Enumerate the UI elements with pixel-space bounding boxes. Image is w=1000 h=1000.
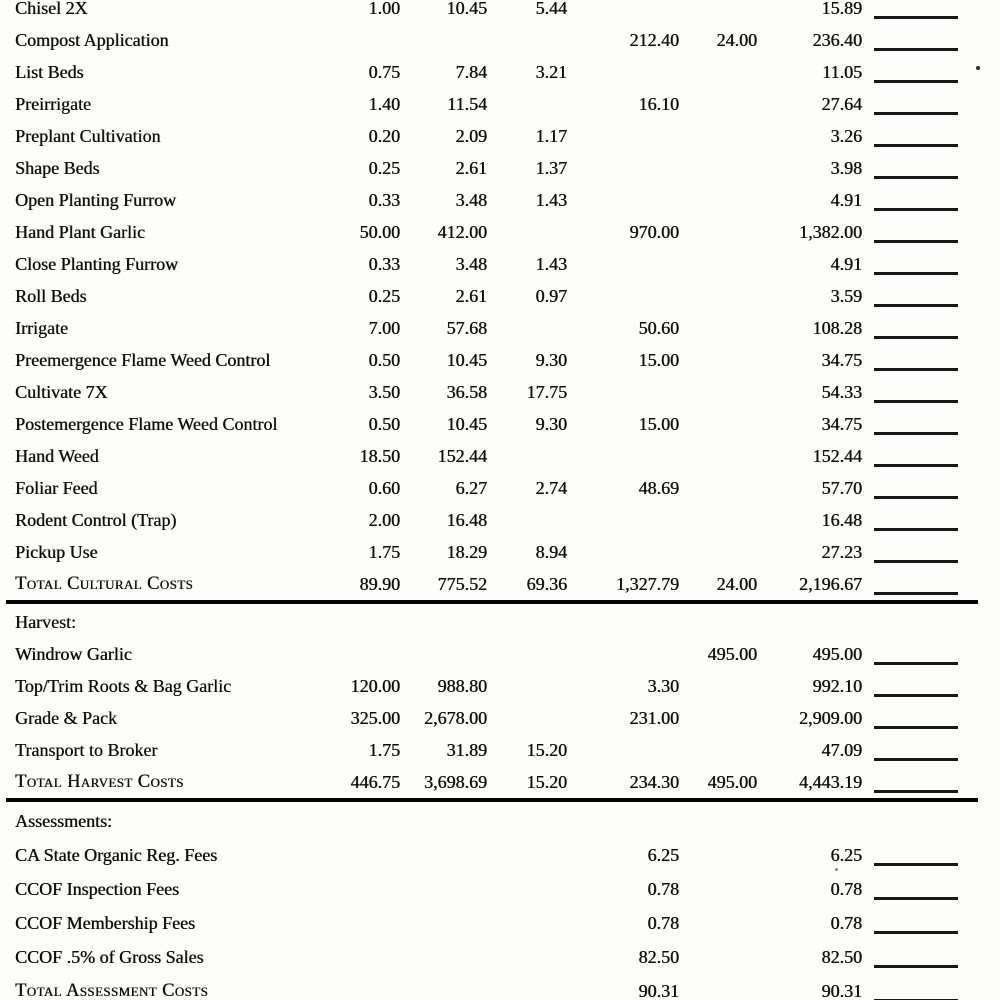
fill-in-blank-line <box>874 272 958 275</box>
your-cost-cell <box>862 263 958 266</box>
table-row <box>0 838 1000 872</box>
operation-label: Postemergence Flame Weed Control <box>15 413 278 434</box>
table-row <box>0 280 1000 312</box>
col5-value: 495.00 <box>707 771 757 792</box>
table-row <box>0 408 1000 440</box>
fill-in-blank-line <box>874 965 958 968</box>
col6-value: 0.78 <box>830 912 862 933</box>
col2-value: 412.00 <box>437 221 487 242</box>
fill-in-blank-line <box>874 176 958 179</box>
col6-value: 34.75 <box>821 413 862 434</box>
col3-value: 9.30 <box>535 413 567 434</box>
col1-value: 0.50 <box>368 349 400 370</box>
operation-label: Preemergence Flame Weed Control <box>15 349 271 370</box>
fill-in-blank-line <box>874 694 958 697</box>
col2-value: 31.89 <box>446 739 487 760</box>
your-cost-cell <box>862 551 958 554</box>
col1-value: 0.50 <box>368 413 400 434</box>
operation-label: Open Planting Furrow <box>15 189 176 210</box>
table-row <box>0 440 1000 472</box>
col5-value: 24.00 <box>716 29 757 50</box>
fill-in-blank-line <box>874 208 958 211</box>
your-cost-cell <box>862 295 958 298</box>
table-row <box>0 152 1000 184</box>
table-row <box>0 216 1000 248</box>
your-cost-cell <box>862 854 958 857</box>
col2-value: 3.48 <box>455 253 487 274</box>
col6-value: 4,443.19 <box>799 771 862 792</box>
section-divider-rule <box>6 798 978 802</box>
fill-in-blank-line <box>874 528 958 531</box>
operation-label: Roll Beds <box>15 285 87 306</box>
col6-value: 54.33 <box>821 381 862 402</box>
table-row <box>0 24 1000 56</box>
col1-value: 0.25 <box>368 157 400 178</box>
operation-label: Preplant Cultivation <box>15 125 161 146</box>
your-cost-cell <box>862 455 958 458</box>
operation-label: Foliar Feed <box>15 477 98 498</box>
table-row <box>0 670 1000 702</box>
table-row <box>0 88 1000 120</box>
col1-value: 1.75 <box>368 739 400 760</box>
table-row <box>0 974 1000 1000</box>
col3-value: 15.20 <box>526 739 567 760</box>
col2-value: 10.45 <box>446 349 487 370</box>
fill-in-blank-line <box>874 80 958 83</box>
your-cost-cell <box>862 167 958 170</box>
col6-value: 2,909.00 <box>799 707 862 728</box>
col6-value: 27.23 <box>821 541 862 562</box>
col6-value: 4.91 <box>830 189 862 210</box>
col4-value: 234.30 <box>629 771 679 792</box>
section-divider-rule <box>6 600 978 604</box>
col2-value: 10.45 <box>446 413 487 434</box>
operation-label: Total Cultural Costs <box>15 573 194 594</box>
col4-value: 0.78 <box>647 878 679 899</box>
table-row <box>0 940 1000 974</box>
fill-in-blank-line <box>874 400 958 403</box>
col1-value: 1.00 <box>368 0 400 18</box>
table-row <box>0 56 1000 88</box>
operation-label: List Beds <box>15 61 84 82</box>
col5-value: 24.00 <box>716 573 757 594</box>
col6-value: 6.25 <box>830 844 862 865</box>
col2-value: 152.44 <box>437 445 487 466</box>
fill-in-blank-line <box>874 240 958 243</box>
col2-value: 10.45 <box>446 0 487 18</box>
col3-value: 1.43 <box>535 189 567 210</box>
table-row <box>0 120 1000 152</box>
fill-in-blank-line <box>874 16 958 19</box>
fill-in-blank-line <box>874 144 958 147</box>
col2-value: 2.61 <box>455 157 487 178</box>
col6-value: 16.48 <box>821 509 862 530</box>
your-cost-cell <box>862 359 958 362</box>
col3-value: 9.30 <box>535 349 567 370</box>
table-row <box>0 638 1000 670</box>
fill-in-blank-line <box>874 496 958 499</box>
col2-value: 57.68 <box>446 317 487 338</box>
col4-value: 50.60 <box>638 317 679 338</box>
col4-value: 0.78 <box>647 912 679 933</box>
col6-value: 3.59 <box>830 285 862 306</box>
operation-label: CA State Organic Reg. Fees <box>15 844 218 865</box>
operation-label: Preirrigate <box>15 93 91 114</box>
your-cost-cell <box>862 685 958 688</box>
col6-value: 3.98 <box>830 157 862 178</box>
your-cost-cell <box>862 39 958 42</box>
fill-in-blank-line <box>874 790 958 793</box>
table-row <box>0 0 1000 24</box>
col4-value: 212.40 <box>629 29 679 50</box>
col3-value: 2.74 <box>535 477 567 498</box>
col6-value: 236.40 <box>812 29 862 50</box>
fill-in-blank-line <box>874 931 958 934</box>
operation-label: Close Planting Furrow <box>15 253 179 274</box>
operation-label: CCOF Inspection Fees <box>15 878 179 899</box>
your-cost-cell <box>862 487 958 490</box>
col1-value: 446.75 <box>350 771 400 792</box>
your-cost-cell <box>862 781 958 784</box>
fill-in-blank-line <box>874 112 958 115</box>
col1-value: 50.00 <box>359 221 400 242</box>
col1-value: 1.40 <box>368 93 400 114</box>
col6-value: 11.05 <box>822 61 862 82</box>
col3-value: 0.97 <box>535 285 567 306</box>
table-row <box>0 606 1000 638</box>
col6-value: 47.09 <box>821 739 862 760</box>
operation-label: Top/Trim Roots & Bag Garlic <box>15 675 232 696</box>
operation-label: Hand Weed <box>15 445 99 466</box>
col3-value: 69.36 <box>526 573 567 594</box>
col1-value: 0.33 <box>368 253 400 274</box>
your-cost-cell <box>862 231 958 234</box>
col4-value: 231.00 <box>629 707 679 728</box>
table-row <box>0 536 1000 568</box>
operation-label: Chisel 2X <box>15 0 88 18</box>
col4-value: 3.30 <box>647 675 679 696</box>
col2-value: 3.48 <box>455 189 487 210</box>
table-row <box>0 248 1000 280</box>
your-cost-cell <box>862 990 958 993</box>
col1-value: 7.00 <box>368 317 400 338</box>
col1-value: 3.50 <box>368 381 400 402</box>
scan-speck <box>835 868 838 871</box>
col1-value: 0.60 <box>368 477 400 498</box>
col1-value: 1.75 <box>368 541 400 562</box>
col2-value: 18.29 <box>446 541 487 562</box>
fill-in-blank-line <box>874 432 958 435</box>
col2-value: 7.84 <box>455 61 487 82</box>
col3-value: 17.75 <box>526 381 567 402</box>
col4-value: 15.00 <box>638 349 679 370</box>
operation-label: Assessments: <box>15 810 113 831</box>
col6-value: 90.31 <box>821 980 862 1000</box>
operation-label: Transport to Broker <box>15 739 158 760</box>
operation-label: Irrigate <box>15 317 68 338</box>
fill-in-blank-line <box>874 304 958 307</box>
col3-value: 3.21 <box>535 61 567 82</box>
operation-label: Rodent Control (Trap) <box>15 509 177 530</box>
fill-in-blank-line <box>874 560 958 563</box>
table-row <box>0 568 1000 600</box>
fill-in-blank-line <box>874 726 958 729</box>
col1-value: 2.00 <box>368 509 400 530</box>
col5-value: 495.00 <box>707 643 757 664</box>
operation-label: Grade & Pack <box>15 707 117 728</box>
your-cost-cell <box>862 103 958 106</box>
fill-in-blank-line <box>874 758 958 761</box>
col6-value: 495.00 <box>812 643 862 664</box>
fill-in-blank-line <box>874 368 958 371</box>
col1-value: 18.50 <box>359 445 400 466</box>
col1-value: 325.00 <box>350 707 400 728</box>
your-cost-cell <box>862 7 958 10</box>
table-row <box>0 184 1000 216</box>
operation-label: Compost Application <box>15 29 169 50</box>
fill-in-blank-line <box>874 592 958 595</box>
operation-label: Total Assessment Costs <box>15 980 209 1000</box>
col1-value: 0.20 <box>368 125 400 146</box>
col1-value: 120.00 <box>350 675 400 696</box>
your-cost-cell <box>862 583 958 586</box>
table-row <box>0 312 1000 344</box>
your-cost-cell <box>862 956 958 959</box>
col4-value: 48.69 <box>638 477 679 498</box>
operation-label: CCOF .5% of Gross Sales <box>15 946 204 967</box>
your-cost-cell <box>862 327 958 330</box>
your-cost-cell <box>862 71 958 74</box>
your-cost-cell <box>862 423 958 426</box>
fill-in-blank-line <box>874 863 958 866</box>
col6-value: 27.64 <box>821 93 862 114</box>
operation-label: CCOF Membership Fees <box>15 912 195 933</box>
scan-speck <box>976 66 980 70</box>
table-row <box>0 804 1000 838</box>
table-row <box>0 906 1000 940</box>
table-row <box>0 504 1000 536</box>
fill-in-blank-line <box>874 336 958 339</box>
col2-value: 775.52 <box>437 573 487 594</box>
operation-label: Pickup Use <box>15 541 98 562</box>
your-cost-cell <box>862 391 958 394</box>
col2-value: 2.09 <box>455 125 487 146</box>
col2-value: 16.48 <box>446 509 487 530</box>
fill-in-blank-line <box>874 897 958 900</box>
col4-value: 15.00 <box>638 413 679 434</box>
your-cost-cell <box>862 519 958 522</box>
table-row <box>0 734 1000 766</box>
col1-value: 0.25 <box>368 285 400 306</box>
your-cost-cell <box>862 199 958 202</box>
col4-value: 16.10 <box>638 93 679 114</box>
col3-value: 15.20 <box>526 771 567 792</box>
col6-value: 2,196.67 <box>799 573 862 594</box>
fill-in-blank-line <box>874 48 958 51</box>
col3-value: 5.44 <box>535 0 567 18</box>
col6-value: 1,382.00 <box>799 221 862 242</box>
col6-value: 15.89 <box>821 0 862 18</box>
your-cost-cell <box>862 717 958 720</box>
col3-value: 8.94 <box>535 541 567 562</box>
operation-label: Total Harvest Costs <box>15 771 184 792</box>
table-row <box>0 472 1000 504</box>
your-cost-cell <box>862 653 958 656</box>
col2-value: 988.80 <box>437 675 487 696</box>
col6-value: 57.70 <box>821 477 862 498</box>
col1-value: 0.75 <box>368 61 400 82</box>
operation-label: Windrow Garlic <box>15 643 132 664</box>
col6-value: 82.50 <box>821 946 862 967</box>
fill-in-blank-line <box>874 662 958 665</box>
table-row <box>0 376 1000 408</box>
col2-value: 2,678.00 <box>424 707 487 728</box>
col4-value: 1,327.79 <box>616 573 679 594</box>
table-row <box>0 702 1000 734</box>
col2-value: 2.61 <box>455 285 487 306</box>
operation-label: Cultivate 7X <box>15 381 108 402</box>
col6-value: 4.91 <box>830 253 862 274</box>
table-row <box>0 344 1000 376</box>
col2-value: 3,698.69 <box>424 771 487 792</box>
your-cost-cell <box>862 922 958 925</box>
operation-label: Harvest: <box>15 611 76 632</box>
table-row <box>0 872 1000 906</box>
col4-value: 90.31 <box>638 980 679 1000</box>
col6-value: 3.26 <box>830 125 862 146</box>
col1-value: 0.33 <box>368 189 400 210</box>
col2-value: 11.54 <box>447 93 487 114</box>
col3-value: 1.37 <box>535 157 567 178</box>
col6-value: 108.28 <box>812 317 862 338</box>
your-cost-cell <box>862 135 958 138</box>
col3-value: 1.43 <box>535 253 567 274</box>
col6-value: 992.10 <box>812 675 862 696</box>
col6-value: 152.44 <box>812 445 862 466</box>
your-cost-cell <box>862 888 958 891</box>
col4-value: 6.25 <box>647 844 679 865</box>
col6-value: 0.78 <box>830 878 862 899</box>
your-cost-cell <box>862 749 958 752</box>
col6-value: 34.75 <box>821 349 862 370</box>
col1-value: 89.90 <box>359 573 400 594</box>
operation-label: Hand Plant Garlic <box>15 221 145 242</box>
fill-in-blank-line <box>874 464 958 467</box>
table-row <box>0 766 1000 798</box>
col4-value: 970.00 <box>629 221 679 242</box>
col3-value: 1.17 <box>535 125 567 146</box>
col2-value: 36.58 <box>446 381 487 402</box>
col4-value: 82.50 <box>638 946 679 967</box>
col2-value: 6.27 <box>455 477 487 498</box>
operation-label: Shape Beds <box>15 157 100 178</box>
